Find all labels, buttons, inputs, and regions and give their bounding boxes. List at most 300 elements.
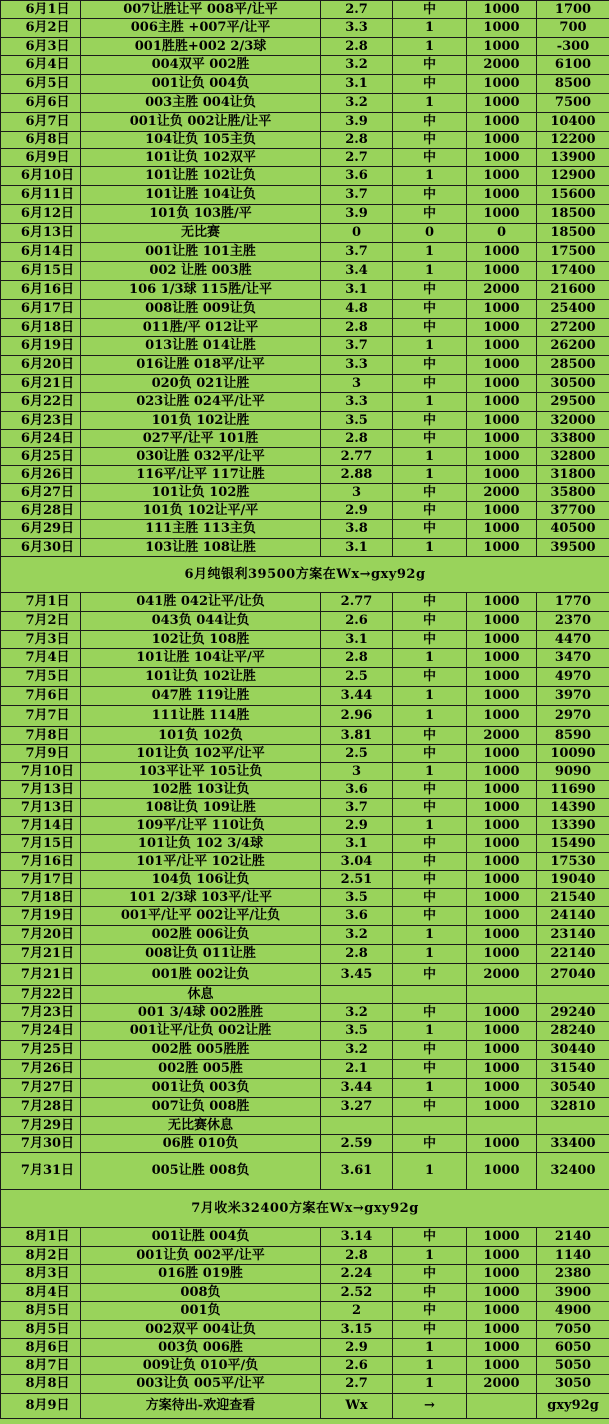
cell-match: 103让胜 108让胜 [81,539,321,557]
cell-match: 001负 [81,1302,321,1321]
cell-odds: 3.2 [321,1041,393,1060]
cell-date: 7月9日 [1,745,81,763]
cell-stake: 2000 [467,1375,537,1394]
cell-date: 7月2日 [1,612,81,631]
cell-result: 1 [393,1022,467,1041]
cell-stake: 1000 [467,1284,537,1302]
cell-stake: 1000 [467,687,537,706]
table-row [1,1357,609,1375]
cell-match: 无比赛休息 [81,1117,321,1135]
cell-odds: 2.88 [321,466,393,484]
cell-date: 7月6日 [1,687,81,706]
cell-date: 8月3日 [1,1265,81,1284]
cell-date: 8月8日 [1,1375,81,1394]
cell-date: 8月4日 [1,1284,81,1302]
cell-result: 中 [393,745,467,763]
cell-total: 3900 [537,1284,609,1302]
cell-total: 8590 [537,727,609,745]
cell-odds: 3.1 [321,835,393,853]
cell-odds: 2.1 [321,1060,393,1079]
cell-match: 001胜胜+002 2/3球 [81,38,321,56]
cell-total: 29500 [537,393,609,412]
cell-stake: 1000 [467,853,537,871]
cell-stake [467,986,537,1004]
cell-stake: 1000 [467,1135,537,1153]
cell-match: 003负 006胜 [81,1339,321,1357]
cell-odds: 3.44 [321,687,393,706]
cell-stake: 1000 [467,393,537,412]
june-section [1,1,609,557]
cell-result: 中 [393,205,467,224]
cell-odds: 3.7 [321,243,393,262]
cell-date: 6月20日 [1,356,81,375]
cell-result: 1 [393,539,467,557]
cell-total [537,1117,609,1135]
table-row [1,1302,609,1321]
cell-stake: 1000 [467,706,537,727]
table-row [1,853,609,871]
cell-total: 13390 [537,817,609,835]
cell-result: 中 [393,1265,467,1284]
cell-date: 7月25日 [1,1041,81,1060]
cell-stake: 1000 [467,631,537,649]
cell-result: 中 [393,186,467,205]
june-summary-banner: 6月纯银利39500方案在Wx→gxy92g [1,557,609,593]
cell-total: 2140 [537,1228,609,1247]
cell-date: 8月9日 [1,1394,81,1419]
cell-odds: 3.44 [321,1079,393,1098]
table-row [1,132,609,149]
cell-total: -300 [537,38,609,56]
table-row [1,612,609,631]
cell-date: 6月17日 [1,300,81,319]
cell-date: 8月6日 [1,1339,81,1357]
cell-stake: 1000 [467,539,537,557]
cell-result: 中 [393,593,467,612]
table-row [1,1022,609,1041]
cell-match: 016胜 019胜 [81,1265,321,1284]
cell-result: 1 [393,167,467,186]
cell-stake: 1000 [467,1060,537,1079]
cell-stake: 1000 [467,356,537,375]
july-section [1,593,609,1190]
cell-stake: 1000 [467,132,537,149]
cell-total: 21540 [537,889,609,907]
cell-total: 2380 [537,1265,609,1284]
cell-date: 6月28日 [1,502,81,520]
cell-odds: 3.3 [321,393,393,412]
cell-match: 020负 021让胜 [81,375,321,393]
cell-total: 24140 [537,907,609,926]
cell-match: 101让负 102胜 [81,484,321,502]
table-row [1,799,609,817]
cell-stake: 1000 [467,1022,537,1041]
table-row [1,94,609,113]
table-row [1,430,609,448]
table-row [1,262,609,281]
cell-total: 6100 [537,56,609,75]
cell-match: 001让负 003负 [81,1079,321,1098]
cell-date: 8月5日 [1,1302,81,1321]
cell-match: 002 让胜 003胜 [81,262,321,281]
cell-stake [467,1394,537,1419]
table-row [1,1284,609,1302]
cell-result: 中 [393,113,467,132]
cell-odds [321,1117,393,1135]
cell-total: 39500 [537,539,609,557]
cell-odds: 3.6 [321,907,393,926]
cell-result: 中 [393,727,467,745]
cell-total: gxy92g [537,1394,609,1419]
cell-stake: 1000 [467,430,537,448]
cell-date: 7月22日 [1,986,81,1004]
cell-date: 6月8日 [1,132,81,149]
cell-match: 041胜 042让平/让负 [81,593,321,612]
cell-date: 7月31日 [1,1153,81,1190]
cell-date: 7月13日 [1,799,81,817]
cell-odds: 3.8 [321,520,393,539]
cell-match: 休息 [81,986,321,1004]
cell-total: 1770 [537,593,609,612]
cell-stake: 1000 [467,799,537,817]
cell-odds: 3.2 [321,1004,393,1022]
cell-match: 116平/让平 117让胜 [81,466,321,484]
cell-date: 7月21日 [1,964,81,986]
cell-stake: 1000 [467,1079,537,1098]
table-row [1,1,609,19]
cell-result [393,1117,467,1135]
cell-total: 30540 [537,1079,609,1098]
cell-odds: 3.45 [321,964,393,986]
cell-match: 047胜 119让胜 [81,687,321,706]
cell-odds: 3.5 [321,889,393,907]
cell-total: 18500 [537,224,609,243]
cell-stake: 1000 [467,907,537,926]
cell-odds: 3 [321,763,393,781]
cell-result: 1 [393,1375,467,1394]
cell-result: 1 [393,466,467,484]
cell-date: 6月19日 [1,337,81,356]
table-row [1,1079,609,1098]
cell-result: 1 [393,706,467,727]
table-row [1,539,609,557]
cell-total: 31540 [537,1060,609,1079]
cell-odds: 3.2 [321,94,393,113]
table-row [1,393,609,412]
table-row [1,281,609,300]
cell-result: 中 [393,300,467,319]
cell-stake: 1000 [467,593,537,612]
cell-match: 007让胜让平 008平/让平 [81,1,321,19]
cell-match: 016让胜 018平/让平 [81,356,321,375]
table-row [1,448,609,466]
cell-match: 003主胜 004让负 [81,94,321,113]
cell-date: 7月16日 [1,853,81,871]
cell-match: 101让负 102 3/4球 [81,835,321,853]
cell-stake: 1000 [467,19,537,38]
cell-total: 8500 [537,75,609,94]
cell-result: 中 [393,319,467,337]
cell-odds: 3 [321,375,393,393]
cell-date: 7月18日 [1,889,81,907]
cell-odds: 2.77 [321,593,393,612]
cell-stake: 1000 [467,1153,537,1190]
cell-total: 35800 [537,484,609,502]
cell-result: 中 [393,149,467,167]
cell-odds: Wx [321,1394,393,1419]
cell-result: 中 [393,281,467,300]
table-row [1,38,609,56]
cell-result: 1 [393,1153,467,1190]
cell-match: 001让胜 101主胜 [81,243,321,262]
cell-date: 7月24日 [1,1022,81,1041]
cell-odds: 3.2 [321,926,393,945]
cell-date: 6月7日 [1,113,81,132]
cell-stake: 1000 [467,38,537,56]
cell-match: 008让负 011让胜 [81,945,321,964]
table-row [1,763,609,781]
cell-total: 6050 [537,1339,609,1357]
cell-match: 008负 [81,1284,321,1302]
table-row [1,466,609,484]
cell-total: 32400 [537,1153,609,1190]
cell-date: 6月11日 [1,186,81,205]
cell-date: 7月7日 [1,706,81,727]
cell-match: 101 2/3球 103平/让平 [81,889,321,907]
cell-date: 6月21日 [1,375,81,393]
table-row [1,1321,609,1339]
cell-odds: 2.8 [321,1247,393,1265]
cell-result: 中 [393,1228,467,1247]
cell-date: 6月25日 [1,448,81,466]
cell-date: 6月29日 [1,520,81,539]
cell-date: 7月21日 [1,945,81,964]
cell-match: 043负 044让负 [81,612,321,631]
cell-date: 6月12日 [1,205,81,224]
cell-odds: 3.3 [321,356,393,375]
cell-total: 17400 [537,262,609,281]
cell-match: 101让负 102双平 [81,149,321,167]
cell-date: 6月9日 [1,149,81,167]
cell-total: 28500 [537,356,609,375]
cell-result: 1 [393,1339,467,1357]
table-row [1,1339,609,1357]
cell-match: 001让负 002让胜/让平 [81,113,321,132]
cell-result: 中 [393,375,467,393]
cell-total: 23140 [537,926,609,945]
cell-match: 102胜 103让负 [81,781,321,799]
cell-total: 3050 [537,1375,609,1394]
cell-result: 中 [393,484,467,502]
cell-match: 013让胜 014让胜 [81,337,321,356]
table-row [1,1394,609,1419]
cell-stake: 1000 [467,926,537,945]
cell-odds: 2.7 [321,1,393,19]
cell-match: 002胜 006让负 [81,926,321,945]
cell-total: 31800 [537,466,609,484]
cell-result: 中 [393,1041,467,1060]
table-row [1,1265,609,1284]
table-row [1,907,609,926]
cell-date: 7月20日 [1,926,81,945]
cell-stake: 1000 [467,262,537,281]
table-row [1,1041,609,1060]
table-row [1,1117,609,1135]
cell-odds: 2.77 [321,448,393,466]
cell-odds: 2.8 [321,38,393,56]
cell-total: 25400 [537,300,609,319]
cell-total: 27040 [537,964,609,986]
cell-result: 1 [393,337,467,356]
cell-stake: 1000 [467,1357,537,1375]
cell-date: 7月28日 [1,1098,81,1117]
cell-odds: 3.04 [321,853,393,871]
cell-stake: 1000 [467,1004,537,1022]
cell-result: 中 [393,75,467,94]
cell-result: 1 [393,763,467,781]
cell-match: 104负 106让负 [81,871,321,889]
cell-stake: 1000 [467,1302,537,1321]
table-row [1,668,609,687]
cell-total: 4970 [537,668,609,687]
cell-odds: 2.7 [321,1375,393,1394]
cell-stake: 1000 [467,466,537,484]
cell-match: 06胜 010负 [81,1135,321,1153]
table-row [1,149,609,167]
cell-total: 1700 [537,1,609,19]
cell-odds: 2.96 [321,706,393,727]
june-banner-section [1,557,609,593]
cell-match: 001平/让平 002让平/让负 [81,907,321,926]
cell-match: 109平/让平 110让负 [81,817,321,835]
cell-total: 3470 [537,649,609,668]
cell-result: 中 [393,668,467,687]
cell-total: 30500 [537,375,609,393]
cell-date: 6月1日 [1,1,81,19]
cell-stake: 1000 [467,149,537,167]
cell-odds [321,986,393,1004]
cell-match: 001让负 002平/让平 [81,1247,321,1265]
cell-match: 111主胜 113主负 [81,520,321,539]
cell-total: 11690 [537,781,609,799]
cell-date: 6月2日 [1,19,81,38]
cell-odds: 2.51 [321,871,393,889]
cell-odds: 3.27 [321,1098,393,1117]
cell-odds: 2.6 [321,612,393,631]
table-row [1,1098,609,1117]
cell-match: 007让负 008胜 [81,1098,321,1117]
cell-date: 8月2日 [1,1247,81,1265]
table-row [1,817,609,835]
cell-date: 8月7日 [1,1357,81,1375]
cell-odds: 3.3 [321,19,393,38]
cell-total: 12200 [537,132,609,149]
cell-result: 中 [393,1060,467,1079]
cell-result: 中 [393,631,467,649]
cell-stake: 1000 [467,1265,537,1284]
cell-odds: 2.8 [321,319,393,337]
cell-result: 中 [393,835,467,853]
cell-date: 7月27日 [1,1079,81,1098]
table-row [1,727,609,745]
table-row [1,1060,609,1079]
cell-stake: 1000 [467,1339,537,1357]
cell-date: 7月5日 [1,668,81,687]
cell-result: 中 [393,356,467,375]
cell-date: 7月14日 [1,817,81,835]
cell-total: 32000 [537,412,609,430]
cell-match: 102让负 108胜 [81,631,321,649]
table-row [1,945,609,964]
cell-result: 中 [393,1135,467,1153]
cell-total: 22140 [537,945,609,964]
cell-total: 18500 [537,205,609,224]
cell-match: 108让负 109让胜 [81,799,321,817]
cell-odds: 3.2 [321,56,393,75]
cell-match: 101让胜 102让负 [81,167,321,186]
cell-total: 7500 [537,94,609,113]
cell-stake: 2000 [467,56,537,75]
cell-odds: 3.1 [321,631,393,649]
cell-stake: 1000 [467,612,537,631]
cell-result: 中 [393,1321,467,1339]
cell-match: 004双平 002胜 [81,56,321,75]
cell-result: 中 [393,612,467,631]
cell-stake: 1000 [467,945,537,964]
cell-total: 10090 [537,745,609,763]
cell-date: 6月6日 [1,94,81,113]
table-row [1,1375,609,1394]
cell-total: 700 [537,19,609,38]
cell-odds: 3.9 [321,205,393,224]
cell-result [393,986,467,1004]
cell-match: 001胜 002让负 [81,964,321,986]
cell-odds: 2.52 [321,1284,393,1302]
cell-date: 7月1日 [1,593,81,612]
table-row [1,926,609,945]
cell-match: 003让负 005平/让平 [81,1375,321,1394]
cell-odds: 3.9 [321,113,393,132]
cell-odds: 2.24 [321,1265,393,1284]
cell-odds: 2.9 [321,817,393,835]
cell-odds: 2.8 [321,132,393,149]
cell-stake: 1000 [467,889,537,907]
cell-date: 6月3日 [1,38,81,56]
cell-date: 7月30日 [1,1135,81,1153]
table-row [1,1004,609,1022]
cell-total: 33800 [537,430,609,448]
cell-match: 002胜 005胜 [81,1060,321,1079]
cell-stake: 1000 [467,1098,537,1117]
table-row [1,835,609,853]
cell-stake: 1000 [467,1321,537,1339]
cell-result: 中 [393,1284,467,1302]
cell-odds: 2.5 [321,668,393,687]
cell-total: 13900 [537,149,609,167]
cell-result: 中 [393,889,467,907]
cell-result: 中 [393,964,467,986]
table-row [1,520,609,539]
cell-odds: 2.8 [321,649,393,668]
cell-odds: 3.5 [321,412,393,430]
cell-odds: 2 [321,1302,393,1321]
cell-match: 111让胜 114胜 [81,706,321,727]
cell-match: 009让负 010平/负 [81,1357,321,1375]
cell-date: 7月26日 [1,1060,81,1079]
cell-stake: 2000 [467,964,537,986]
cell-result: 中 [393,853,467,871]
cell-total [537,986,609,1004]
